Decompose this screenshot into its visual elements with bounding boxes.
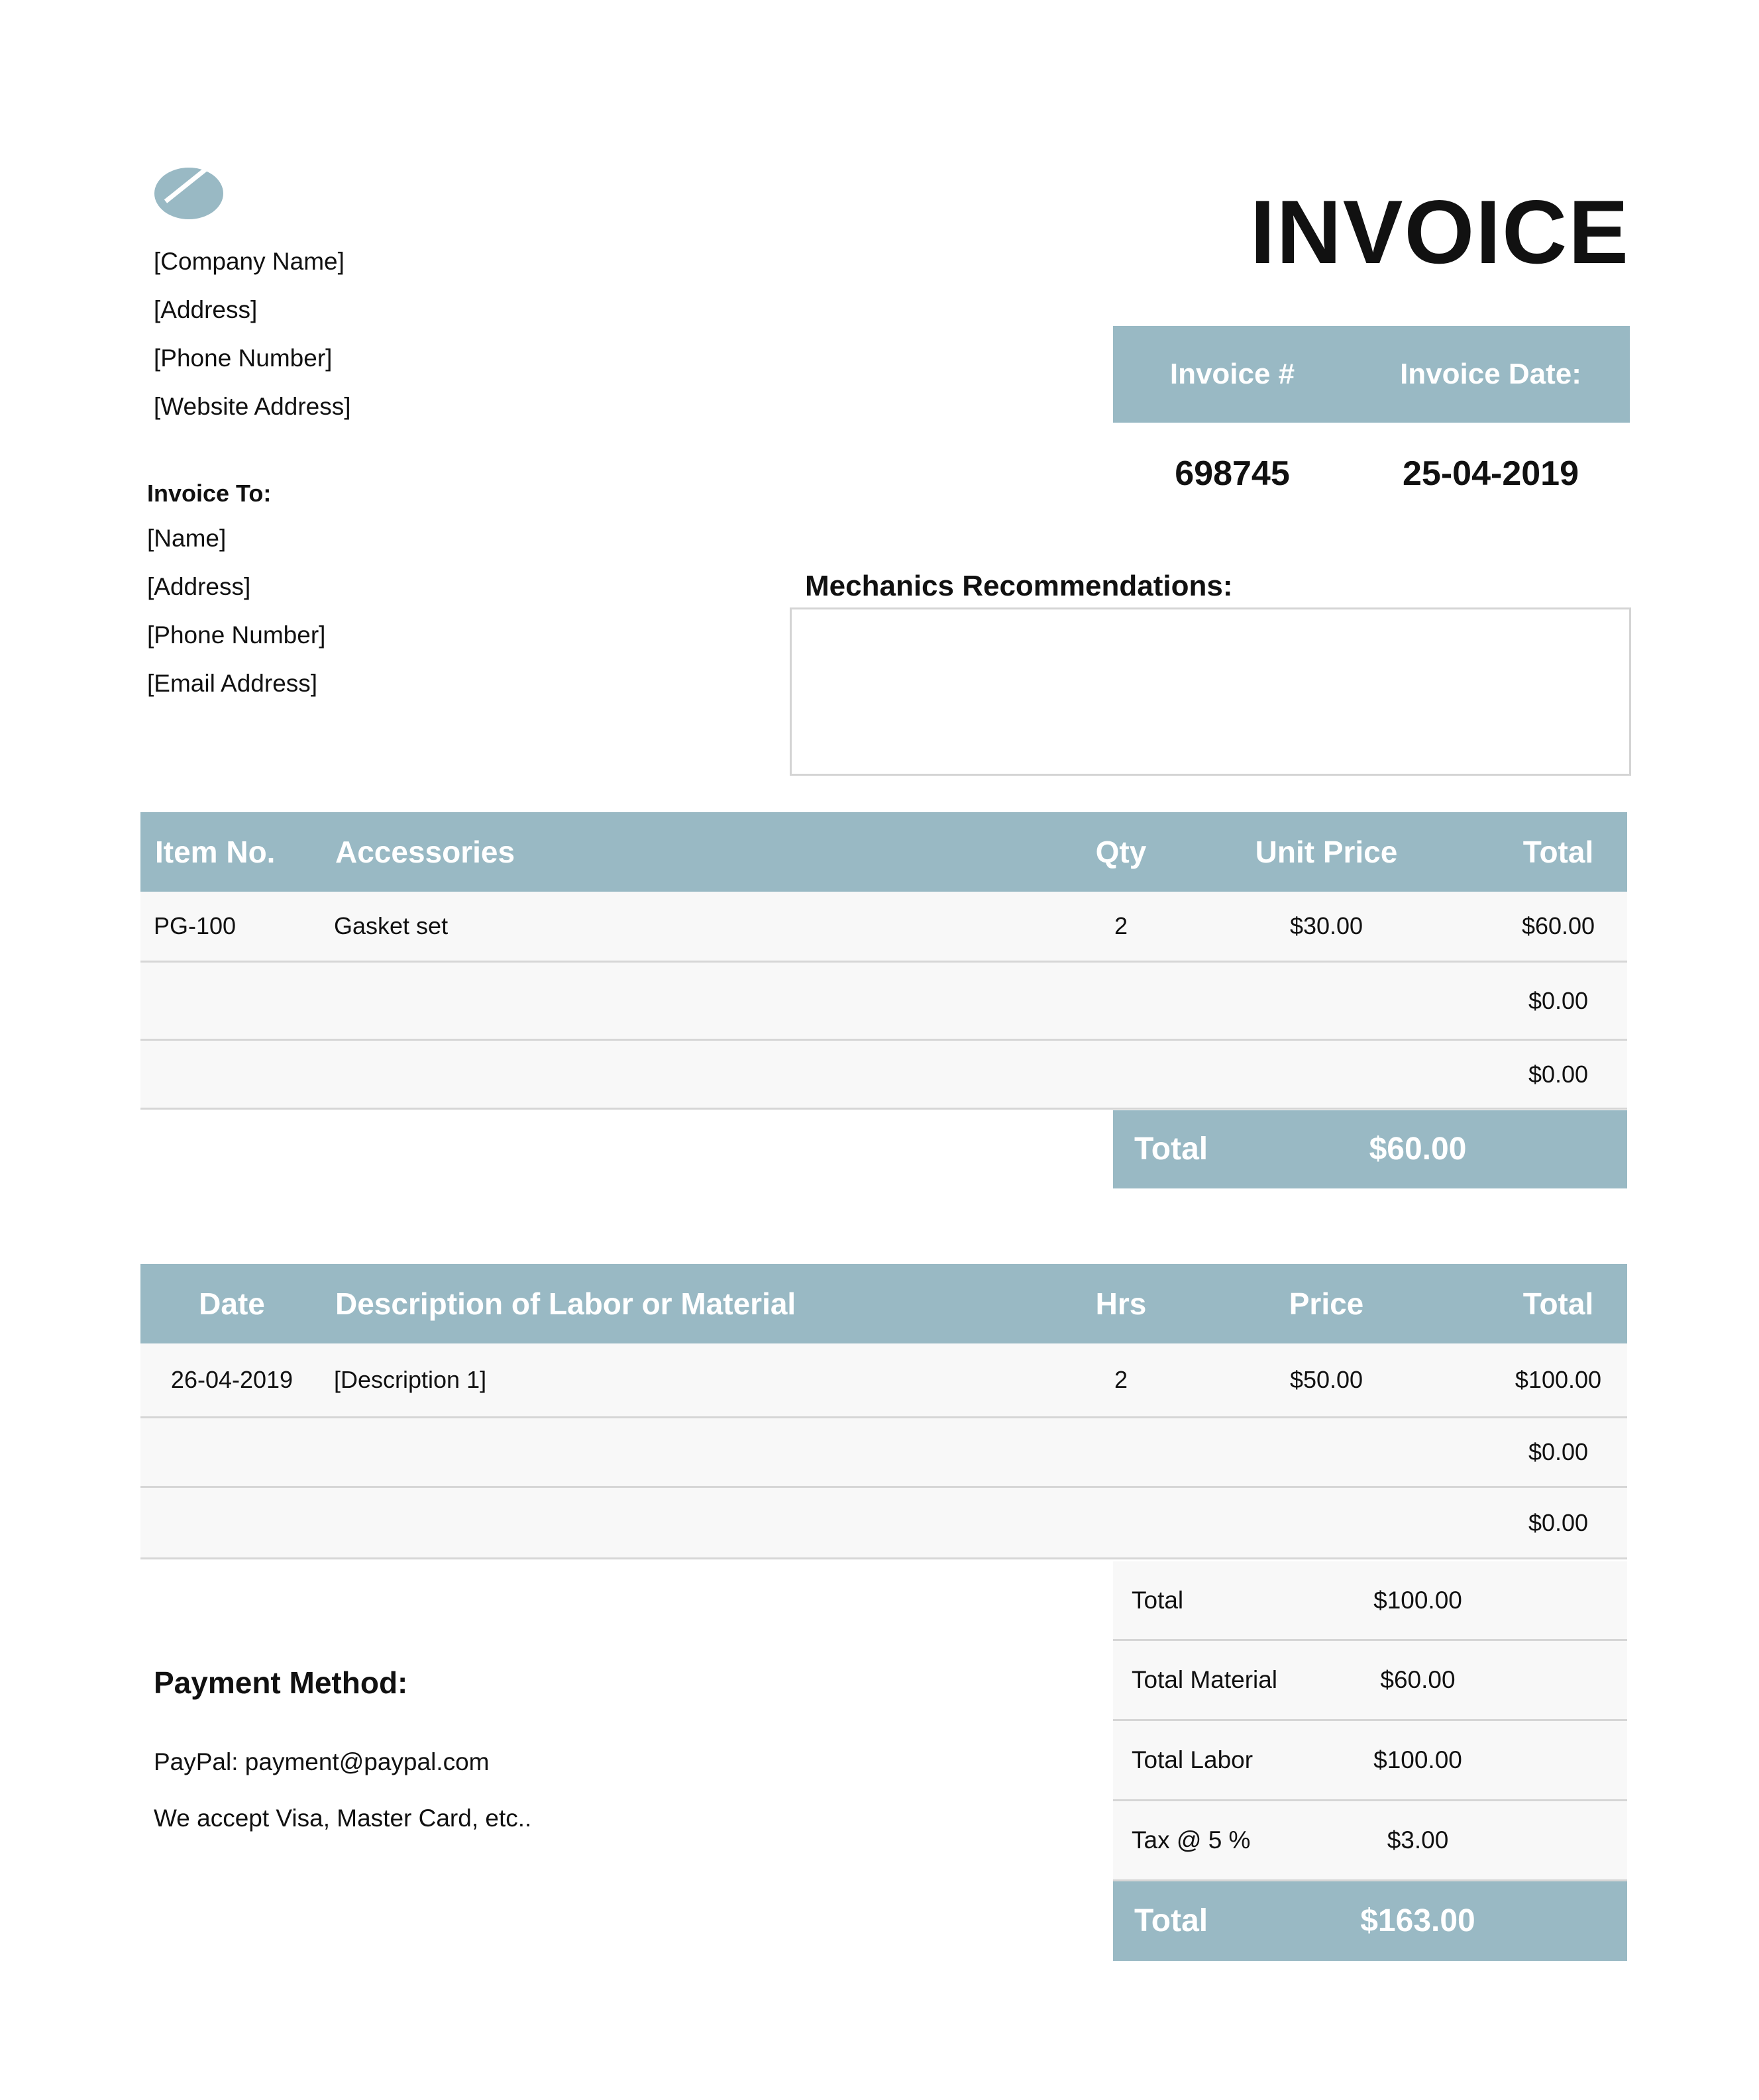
payment-accept: We accept Visa, Master Card, etc.. — [154, 1805, 532, 1832]
col-labor-total: Total — [1522, 1286, 1594, 1321]
total-cell: $0.00 — [1528, 987, 1589, 1014]
summary-value: $100.00 — [1373, 1746, 1462, 1773]
labor-header — [140, 1264, 1627, 1343]
accessory-cell: Gasket set — [334, 912, 449, 939]
labor-total-cell: $0.00 — [1528, 1438, 1589, 1465]
invoice-meta-header — [1113, 326, 1630, 423]
client-phone: [Phone Number] — [147, 621, 326, 649]
col-qty: Qty — [1095, 835, 1147, 869]
description-cell: [Description 1] — [334, 1366, 487, 1393]
summary-row-material — [1113, 1641, 1627, 1721]
grand-total-value: $163.00 — [1360, 1903, 1475, 1938]
table-row — [140, 1488, 1627, 1559]
item-no-cell: PG-100 — [154, 912, 237, 939]
summary-label: Tax @ 5 % — [1132, 1826, 1251, 1854]
labor-total-cell: $0.00 — [1528, 1509, 1589, 1536]
summary-value: $60.00 — [1380, 1666, 1456, 1693]
company-logo-icon — [154, 167, 224, 220]
invoice-to-heading: Invoice To: — [147, 480, 272, 507]
col-total: Total — [1522, 835, 1594, 869]
payment-heading: Payment Method: — [154, 1665, 408, 1700]
labor-total-cell: $100.00 — [1515, 1366, 1602, 1393]
table-row — [140, 963, 1627, 1041]
table-row — [140, 892, 1627, 963]
client-name: [Name] — [147, 525, 227, 552]
total-cell: $0.00 — [1528, 1061, 1589, 1088]
summary-label: Total Material — [1132, 1666, 1278, 1693]
invoice-date: 25-04-2019 — [1403, 454, 1579, 493]
invoice-number-label: Invoice # — [1169, 358, 1295, 390]
col-unit-price: Unit Price — [1255, 835, 1398, 869]
client-address: [Address] — [147, 573, 251, 600]
summary-row-tax — [1113, 1801, 1627, 1881]
col-description: Description of Labor or Material — [335, 1286, 796, 1321]
grand-total-label: Total — [1134, 1903, 1208, 1938]
total-cell: $60.00 — [1521, 912, 1595, 939]
client-email: [Email Address] — [147, 670, 318, 697]
summary-label: Total Labor — [1132, 1746, 1253, 1773]
grand-total-bar — [1113, 1881, 1627, 1961]
summary-row-total — [1113, 1561, 1627, 1641]
mechanics-heading: Mechanics Recommendations: — [805, 570, 1233, 602]
table-row — [140, 1418, 1627, 1488]
hrs-cell: 2 — [1114, 1366, 1128, 1393]
accessories-total-value: $60.00 — [1369, 1131, 1467, 1167]
date-cell: 26-04-2019 — [170, 1366, 293, 1393]
table-row — [140, 1343, 1627, 1418]
summary-value: $3.00 — [1387, 1826, 1449, 1854]
mechanics-recommendations-box[interactable] — [790, 607, 1631, 776]
summary-row-labor — [1113, 1721, 1627, 1801]
invoice-date-label: Invoice Date: — [1400, 358, 1581, 390]
col-date: Date — [199, 1286, 265, 1321]
col-item-no: Item No. — [155, 835, 276, 869]
accessories-total-label: Total — [1134, 1131, 1208, 1167]
unit-price-cell: $30.00 — [1289, 912, 1363, 939]
qty-cell: 2 — [1114, 912, 1128, 939]
summary-value: $100.00 — [1373, 1587, 1462, 1614]
summary-label: Total — [1132, 1587, 1184, 1614]
invoice-number: 698745 — [1175, 454, 1290, 493]
invoice-title: INVOICE — [1250, 182, 1630, 282]
accessories-header — [140, 812, 1627, 892]
price-cell: $50.00 — [1289, 1366, 1363, 1393]
company-website: [Website Address] — [154, 393, 351, 420]
company-phone: [Phone Number] — [154, 344, 333, 372]
col-accessories: Accessories — [335, 835, 515, 869]
company-name: [Company Name] — [154, 248, 345, 275]
col-price: Price — [1289, 1286, 1364, 1321]
col-hrs: Hrs — [1095, 1286, 1147, 1321]
company-address: [Address] — [154, 296, 258, 323]
table-row — [140, 1041, 1627, 1110]
payment-paypal: PayPal: payment@paypal.com — [154, 1748, 490, 1775]
accessories-total-bar — [1113, 1110, 1627, 1188]
